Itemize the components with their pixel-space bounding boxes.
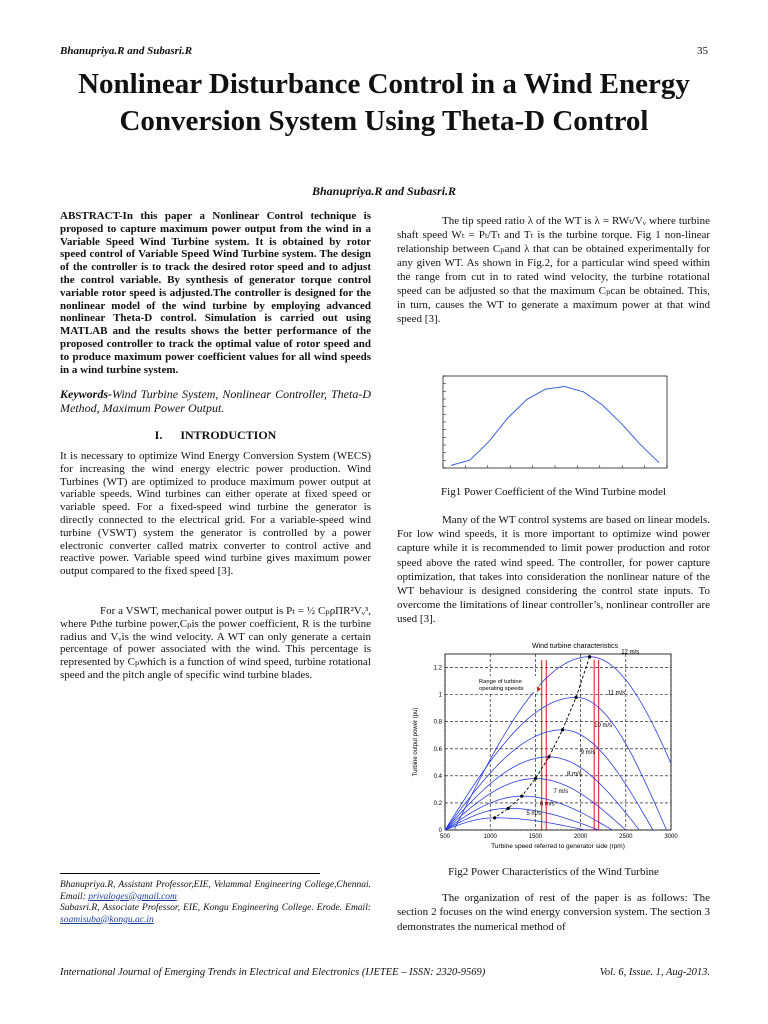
fig2-annotation-line1: Range of turbine bbox=[479, 679, 522, 685]
fig2-annotation-line2: operating speeds bbox=[479, 686, 524, 692]
fig2-peak-marker bbox=[561, 728, 564, 731]
fig2-labels bbox=[434, 650, 679, 840]
fig2-ytick-label: 0.2 bbox=[433, 800, 442, 807]
fig2-series-label: 7 m/s bbox=[553, 789, 569, 796]
fig2-xtick-label: 3000 bbox=[664, 834, 678, 840]
fig2-peak-marker bbox=[520, 795, 523, 798]
fig2-peak-marker bbox=[534, 777, 537, 780]
right-paragraph-3: The organization of rest of the paper is as follows: The section 2 focuses on the wind energy conversion system. The section 3 demonstrates the numerical method of bbox=[397, 892, 710, 933]
fig2-ytick-label: 0.8 bbox=[433, 719, 442, 726]
intro-paragraph-1: It is necessary to optimize Wind Energy Conversion System (WECS) for increasing the wind energy electric power production. Wind Turbines (WT) are optimized to produce maximum power output at variable speeds. Wind turbines can either operate at fixed speed or variable speed. For a fixed-speed wind turbine the generator is directly connected to the electrical grid. For a variable-speed wind turbine (VSWT) system the generator is controlled by a power electronic converter called matrix converter to control active and reactive power. Variable speed wind turbine gives maximum power output compared to the fixed speed [3]. bbox=[60, 450, 371, 578]
section-heading-introduction: I. INTRODUCTION bbox=[154, 428, 277, 442]
fig2-ytick-label: 0.4 bbox=[433, 773, 442, 780]
fig2-ytick-label: 0 bbox=[438, 828, 442, 834]
fig2-xtick-label: 500 bbox=[439, 834, 451, 840]
fig2-title: Wind turbine characteristics bbox=[532, 643, 618, 650]
figure-2-caption: Fig2 Power Characteristics of the Wind Turbine bbox=[448, 866, 659, 878]
keywords bbox=[60, 387, 371, 415]
figure-2-power-chart bbox=[405, 638, 705, 856]
journal-issue: Vol. 6, Issue. 1, Aug-2013. bbox=[599, 967, 710, 978]
authors: Bhanupriya.R and Subasri.R bbox=[311, 184, 457, 198]
fig2-xtick-label: 2500 bbox=[619, 834, 633, 840]
fig2-series-label: 10 m/s bbox=[594, 722, 613, 729]
fig2-ytick-label: 1.2 bbox=[433, 665, 442, 672]
fig2-xtick-label: 1500 bbox=[528, 834, 543, 840]
fig2-series-label: 9 m/s bbox=[580, 749, 596, 756]
journal-name: International Journal of Emerging Trends in Electrical and Electronics (IJETEE – ISSN: 2320-9569) bbox=[60, 967, 486, 978]
fig2-xtick-label: 1000 bbox=[483, 834, 497, 840]
fig2-arrow-head bbox=[537, 686, 541, 692]
right-paragraph-1: The tip speed ratio λ of the WT is λ = RWₜ/Vᵥ where turbine shaft speed Wₜ = Pₜ/Tₜ and Tₜ is the turbine torque. Fig 1 non-linear relationship between Cₚand λ that can be obtained experimentally for any given WT. As shown in Fig.2, for a particular wind speed within the range from cut in to rated wind velocity, the turbine rotational speed can be adjusted so that the maximum Cₚcan be obtained. This, in turn, causes the WT to generate a maximum power at that wind speed [3]. bbox=[397, 215, 710, 325]
fig2-xtick-label: 2000 bbox=[573, 834, 588, 840]
keywords-text: Wind Turbine System, Nonlinear Controller, Theta-D Method, Maximum Power Output. bbox=[60, 387, 371, 415]
running-head: Bhanupriya.R and Subasri.R bbox=[60, 45, 193, 57]
paper-title: Nonlinear Disturbance Control in a Wind Energy Conversion System Using Theta-D Control bbox=[78, 68, 690, 137]
intro-paragraph-2: For a VSWT, mechanical power output is Pₜ = ½ CₚρΠR²Vᵥ³, where Pₜthe turbine power,Cₚis the power coefficient, R is the turbine radius and Vᵥis the wind velocity. A WT can only generate a certain percentage of power associated with the wind. This percentage is represented by Cₚwhich is a function of wind speed, turbine rotational speed and the pitch angle of specific wind turbine blades. bbox=[60, 605, 371, 681]
fig2-xlabel: Turbine speed referred to generator side (rpm) bbox=[491, 843, 625, 850]
figure-1-caption: Fig1 Power Coefficient of the Wind Turbine model bbox=[441, 486, 666, 498]
fig2-series-label: 5 m/s bbox=[526, 810, 542, 817]
fig1-cp-curve bbox=[451, 387, 659, 466]
footnote-rule bbox=[60, 873, 320, 874]
footnote bbox=[60, 880, 371, 926]
footnote-email-2[interactable]: soamisuba@kongu.ac.in bbox=[60, 914, 154, 925]
footnote-email-1[interactable]: privaloges@gmail.com bbox=[88, 891, 177, 902]
fig2-curve bbox=[445, 697, 667, 830]
fig2-peak-marker bbox=[547, 755, 550, 758]
fig2-peak-marker bbox=[574, 696, 577, 699]
fig2-series-label: 11 m/s bbox=[607, 690, 626, 697]
keywords-label: Keywords- bbox=[60, 387, 112, 401]
footnote-line-1: Bhanupriya.R, Assistant Professor,EIE, Velammal Engineering College,Chennai. Email: bbox=[60, 880, 371, 902]
abstract: ABSTRACT-In this paper a Nonlinear Control technique is proposed to capture maximum power output from the wind in a Variable Speed Wind Turbine system. It is obtained by rotor speed control of Variable Speed Wind Turbine system. The design of the controller is to track the desired rotor speed and to adjust the control variable. By synthesis of generator torque control variable rotor speed is adjusted.The controller is designed for the nonlinear model of the wind turbine by employing advanced nonlinear Theta-D control. Simulation is carried out using MATLAB and the results shows the better performance of the proposed controller to track the optimal value of rotor speed and to produce maximum power coefficient values for all wind speeds in a wind turbine system. bbox=[60, 210, 371, 376]
fig2-peak-marker bbox=[493, 816, 496, 819]
journal-footer bbox=[60, 967, 710, 978]
fig2-series-label: 12 m/s bbox=[621, 649, 640, 656]
fig2-series-label: 6 m/s bbox=[539, 801, 555, 808]
footnote-line-2: Subasri.R, Associate Professor, EIE, Kongu Engineering College. Erode. Email: bbox=[60, 903, 371, 913]
fig2-peak-marker bbox=[588, 655, 591, 658]
fig2-ytick-label: 0.6 bbox=[433, 746, 442, 753]
figure-1-cp-chart bbox=[425, 370, 673, 480]
fig2-peak-marker bbox=[507, 807, 510, 810]
fig2-ytick-label: 1 bbox=[438, 692, 442, 699]
page-number: 35 bbox=[697, 45, 708, 57]
fig2-series-label: 8 m/s bbox=[567, 771, 582, 778]
fig2-ylabel: Turbine output power (pu) bbox=[413, 707, 419, 777]
right-paragraph-2: Many of the WT control systems are based on linear models. For low wind speeds, it is more important to optimize wind power capture while it is recommended to limit power production and rotor speed above the rated wind speed. The controller, for power capture optimization, that takes into consideration the nonlinear nature of the WT behaviour is designed considering the control state inputs. To overcome the limitations of linear controller’s, nonlinear controller are used [3]. bbox=[397, 514, 710, 626]
